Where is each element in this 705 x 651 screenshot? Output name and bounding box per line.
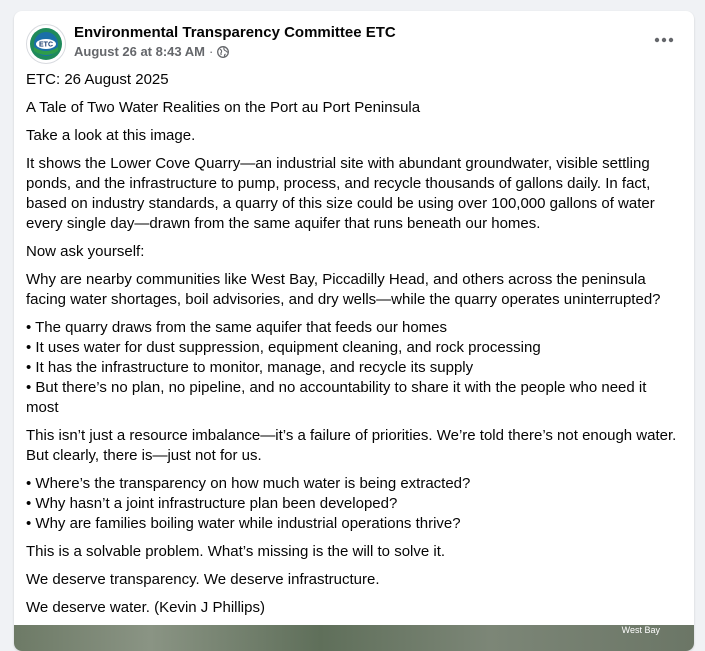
author-name[interactable]: Environmental Transparency Committee ETC (74, 24, 396, 41)
post-paragraph: This isn’t just a resource imbalance—it’s a failure of priorities. We’re told there’s not enough water. But clearly, there is—just not for us. (26, 427, 677, 464)
image-map-label: West Bay (621, 625, 660, 635)
meta-separator: · (209, 44, 214, 59)
post-paragraph: We deserve transparency. We deserve infrastructure. (26, 571, 380, 588)
post-paragraph: ETC: 26 August 2025 (26, 71, 169, 88)
post-paragraph: We deserve water. (Kevin J Phillips) (26, 599, 265, 616)
page-avatar[interactable] (26, 24, 66, 64)
bullet-list: • The quarry draws from the same aquifer that feeds our homes • It uses water for dust suppression, equipment cleaning, and rock processing • It has the infrastructure to monitor, manage, and recycle its supply • But there’s no plan, no pipeline, and no accountability to share it with the people who need it most (26, 319, 647, 416)
etc-logo-icon (27, 25, 65, 63)
post-paragraph: It shows the Lower Cove Quarry—an industrial site with abundant groundwater, visible settling ponds, and the infrastructure to pump, process, and recycle thousands of gallons daily. In fact, based on industry standards, a quarry of this size could be using over 100,000 gallons of water every single day—drawn from the same aquifer that runs beneath our homes. (26, 155, 655, 232)
more-options-button[interactable] (646, 28, 682, 52)
post-meta (74, 44, 229, 60)
post-image[interactable] (14, 625, 694, 651)
globe-icon[interactable] (217, 46, 229, 58)
post-paragraph: Take a look at this image. (26, 127, 196, 144)
post-paragraph: A Tale of Two Water Realities on the Port au Port Peninsula (26, 99, 421, 116)
avatar-text: ETC (39, 41, 53, 49)
post-card (14, 11, 694, 651)
post-paragraph: Now ask yourself: (26, 243, 145, 260)
post-paragraph: This is a solvable problem. What’s missing is the will to solve it. (26, 543, 446, 560)
post-body (26, 70, 682, 626)
post-paragraph: Why are nearby communities like West Bay, Piccadilly Head, and others across the peninsula facing water shortages, boil advisories, and dry wells—while the quarry operates uninterrupted? (26, 271, 661, 308)
bullet-list: • Where’s the transparency on how much water is being extracted? • Why hasn’t a joint infrastructure plan been developed? • Why are families boiling water while industrial operations thrive? (26, 475, 471, 532)
more-options-icon (654, 37, 674, 43)
post-timestamp[interactable]: August 26 at 8:43 AM (74, 44, 205, 59)
post-header (26, 24, 682, 64)
